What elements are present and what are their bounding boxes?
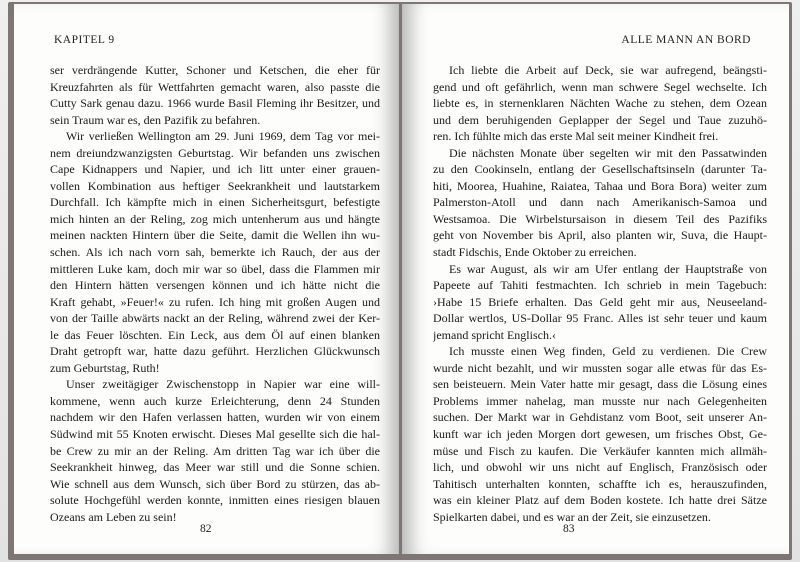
text-line: stadt Fidschis, Ende Oktober zu erreichen. [433,245,637,260]
right-page [402,4,789,554]
text-line: solute Hochgefühl werden konnte, inmitten eines riesigen blauen [50,493,380,508]
text-line: Papeete auf Tahiti festmachten. Ich schrieb in mein Tagebuch: [433,278,767,293]
text-line: Ich liebte die Arbeit auf Deck, sie war aufregend, beängsti- [449,63,767,77]
text-line: gend und oft gefährlich, wenn man schwere Segel wechselte. Ich [433,79,767,94]
chapter-header: KAPITEL 9 [54,34,115,46]
text-line: Kreuzfahrten als für Wettfahrten gemacht waren, also passte die [50,79,380,94]
text-line: Es war August, als wir am Ufer entlang der Hauptstraße von [449,261,767,276]
text-line: jemand spricht Englisch.‹ [433,327,556,342]
text-line: von der Taille abwärts nackt an der Reling, während zwei der Ker- [50,311,380,326]
page-number-left: 82 [200,523,212,535]
text-line: sein Traum war es, den Pazifik zu befahren. [50,112,261,127]
right-page-text [433,62,767,525]
text-line: müse und Fisch zu kaufen. Die Verkäufer kannten mich allmäh- [433,443,767,458]
text-line: Durchfall. Ich kämpfte mich in einen Sicherheitsgurt, befestigte [50,195,380,210]
text-line: Kraft gehabt, »Feuer!« zu rufen. Ich hing mit großen Augen und [50,294,380,309]
text-line: Cape Kidnappers und Napier, und ich litt unter einer grauen- [50,162,380,177]
text-line: wurde nicht bezahlt, und wir mussten sogar alle etwas für das Es- [433,360,767,375]
text-line: Draht getropft war, hatte dazu geführt. Herzlichen Glückwunsch [50,344,380,359]
page-number-right: 83 [563,523,575,535]
text-line: Seekrankheit hinweg, das Meer war still und die Sonne schien. [50,460,380,475]
text-line: hiti, Moorea, Huahine, Raiatea, Tahaa und Bora Bora) weiter zum [433,178,767,193]
text-line: kunft war ich jeden Morgen dort gewesen, um frisches Obst, Ge- [433,427,767,442]
text-line: Unser zweitägiger Zwischenstopp in Napier war eine will- [66,377,380,392]
text-line: und dem beruhigenden Geplapper der Segel und Taue zuzuhö- [433,112,767,127]
text-line: Westsamoa. Die Wirbelstursaison in diesem Teil des Pazifiks [433,211,767,226]
text-line: be Crew zu mir an der Reling. Am dritten Tag war ich über die [50,443,380,458]
text-line: Ich musste einen Weg finden, Geld zu verdienen. Die Crew [449,344,767,359]
text-line: zum Geburtstag, Ruth! [50,360,160,375]
text-line: geht von November bis April, also planten wir, Suva, die Haupt- [433,228,767,243]
text-line: nachdem wir den Hafen verlassen hatten, wurden wir von einem [50,410,380,425]
text-line: Problems immer nahelag, man musste nur nach Gelegenheiten [433,393,767,408]
left-page [14,4,399,554]
text-line: nem dreiundzwanzigsten Geburtstag. Wir befanden uns zwischen [50,145,380,160]
text-line: lich, und obwohl wir uns nicht auf Englisch, Französisch oder [433,460,767,475]
text-line: mittleren Luke kam, doch mir war so übel, dass die Flammen mir [50,261,380,276]
text-line: le das Feuer löschten. Ein Leck, aus dem Öl auf einen blanken [50,327,380,342]
text-line: ren. Ich fühlte mich das erste Mal seit meiner Kindheit frei. [433,129,719,144]
text-line: Wir verließen Wellington am 29. Juni 1969, dem Tag vor mei- [66,129,380,144]
text-line: Palmerston-Atoll und dann nach Amerikanisch-Samoa und [433,195,767,210]
text-line: Tahitisch unterhalten konnten, schaffte ich es, herauszufinden, [433,476,767,491]
text-line: Dollar wertlos, US-Dollar 95 Franc. Alles ist sehr teuer und kaum [433,311,767,326]
text-line: zu den Cookinseln, entlang der Gesellschaftsinseln (darunter Ta- [433,162,767,177]
text-line: suchen. Der Markt war in Gehdistanz vom Boot, seit unserer An- [433,410,767,425]
text-line: ›Habe 15 Briefe erhalten. Das Geld geht mir aus, Neuseeland- [433,294,767,309]
section-header: ALLE MANN AN BORD [621,34,751,46]
text-line: vollen Kombination aus heftiger Seekrankheit und lautstarkem [50,178,380,193]
text-line: Wie schnell aus dem Wunsch, sich über Bord zu stürzen, das ab- [50,476,380,491]
text-line: Die nächsten Monate über segelten wir mit den Passatwinden [449,145,767,160]
text-line: kommene, wenn auch kurze Erleichterung, denn 24 Stunden [50,393,380,408]
text-line: mich hinten an der Reling, zog mich untenherum aus und hängte [50,211,380,226]
left-page-text [50,62,380,525]
text-line: liebte es, in sternenklaren Nächten Wache zu stehen, dem Ozean [433,96,767,111]
text-line: ser verdrängende Kutter, Schoner und Ketschen, die eher für [50,63,380,77]
text-line: meinen nackten Hintern über die Seite, damit die Wellen ihn wu- [50,228,380,243]
text-line: was ein kleiner Platz auf dem Boden kostete. Ich hatte drei Sätze [433,493,767,508]
text-line: sen beisteuern. Mein Vater hatte mir gesagt, dass die Lösung eines [433,377,767,392]
text-line: Cutty Sark genau dazu. 1966 wurde Basil Fleming ihr Besitzer, und [50,96,380,111]
text-line: Ozeans am Leben zu sein! [50,509,177,524]
text-line: Südwind mit 55 Knoten erwischt. Dieses Mal gesellte sich die hal- [50,427,380,442]
text-line: Spielkarten dabei, und es war an der Zeit, sie einzusetzen. [433,509,711,524]
text-line: schen. Als ich nach vorn sah, bemerkte ich Rauch, der aus der [50,245,380,260]
text-line: den Hintern hätten versengen können und ich hätte nicht die [50,278,380,293]
